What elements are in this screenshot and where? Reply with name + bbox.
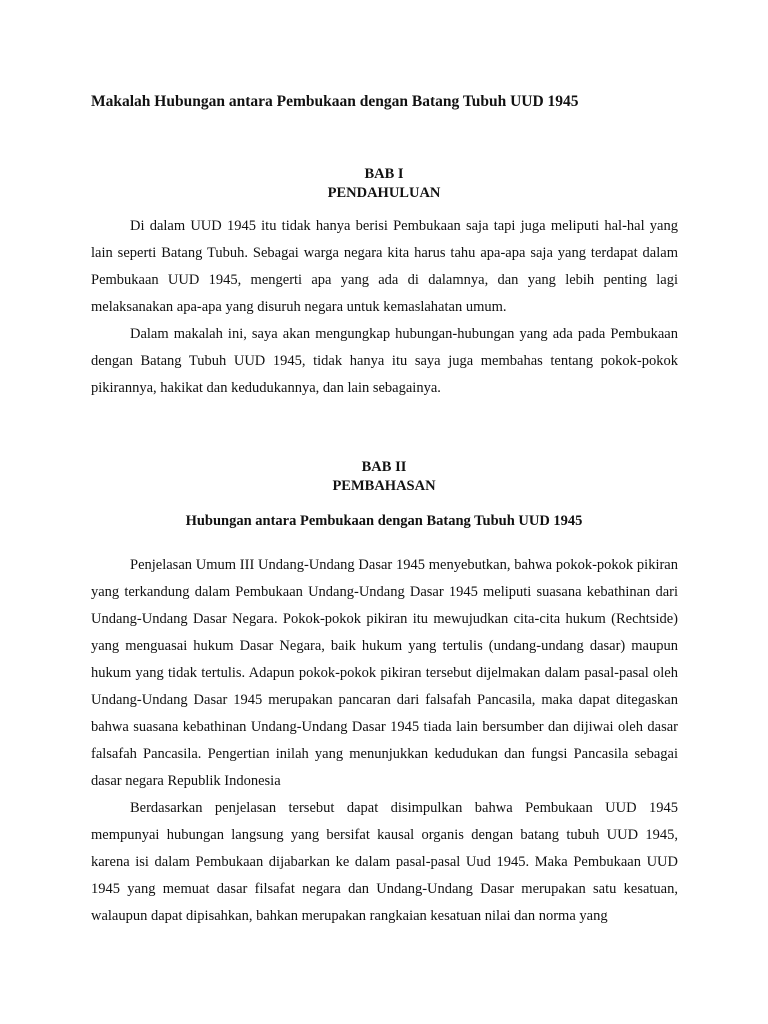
bab1-body (91, 213, 678, 402)
bab1-title: PENDAHULUAN (327, 185, 441, 201)
bab1-label: BAB I (364, 166, 404, 182)
bab1-paragraph-1: Di dalam UUD 1945 itu tidak hanya berisi Pembukaan saja tapi juga meliputi hal-hal yang lain seperti Batang Tubuh. Sebagai warga negara kita harus tahu apa-apa saja yang terdapat dalam Pembukaan UUD 1945, mengerti apa yang ada di dalamnya, dan yang lebih penting lagi melaksanakan apa-apa yang disuruh negara untuk kemaslahatan umum. (91, 218, 678, 315)
document-title: Makalah Hubungan antara Pembukaan dengan Batang Tubuh UUD 1945 (91, 93, 579, 110)
bab2-label: BAB II (361, 459, 407, 475)
bab2-subheading: Hubungan antara Pembukaan dengan Batang Tubuh UUD 1945 (185, 513, 583, 529)
bab2-title: PEMBAHASAN (332, 478, 436, 494)
bab2-heading (0, 458, 768, 496)
bab1-heading (0, 165, 768, 203)
bab2-paragraph-2: Berdasarkan penjelasan tersebut dapat disimpulkan bahwa Pembukaan UUD 1945 mempunyai hubungan langsung yang bersifat kausal organis dengan batang tubuh UUD 1945, karena isi dalam Pembukaan dijabarkan ke dalam pasal-pasal Uud 1945. Maka Pembukaan UUD 1945 yang memuat dasar filsafat negara dan Undang-Undang Dasar merupakan satu kesatuan, walaupun dapat dipisahkan, bahkan merupakan rangkaian kesatuan nilai dan norma yang (91, 800, 678, 924)
bab1-paragraph-2: Dalam makalah ini, saya akan mengungkap hubungan-hubungan yang ada pada Pembukaan dengan Batang Tubuh UUD 1945, tidak hanya itu saya juga membahas tentang pokok-pokok pikirannya, hakikat dan kedudukannya, dan lain sebagainya. (91, 326, 678, 396)
bab2-body (91, 552, 678, 930)
bab2-paragraph-1: Penjelasan Umum III Undang-Undang Dasar 1945 menyebutkan, bahwa pokok-pokok pikiran yang terkandung dalam Pembukaan Undang-Undang Dasar 1945 meliputi suasana kebathinan dari Undang-Undang Dasar Negara. Pokok-pokok pikiran itu mewujudkan cita-cita hukum (Rechtside) yang menguasai hukum Dasar Negara, baik hukum yang tertulis (undang-undang dasar) maupun hukum yang tidak tertulis. Adapun pokok-pokok pikiran tersebut dijelmakan dalam pasal-pasal oleh Undang-Undang Dasar 1945 merupakan pancaran dari falsafah Pancasila, maka dapat ditegaskan bahwa suasana kebathinan Undang-Undang Dasar 1945 tiada lain bersumber dan dijiwai oleh dasar falsafah Pancasila. Pengertian inilah yang menunjukkan kedudukan dan fungsi Pancasila sebagai dasar negara Republik Indonesia (91, 557, 678, 789)
